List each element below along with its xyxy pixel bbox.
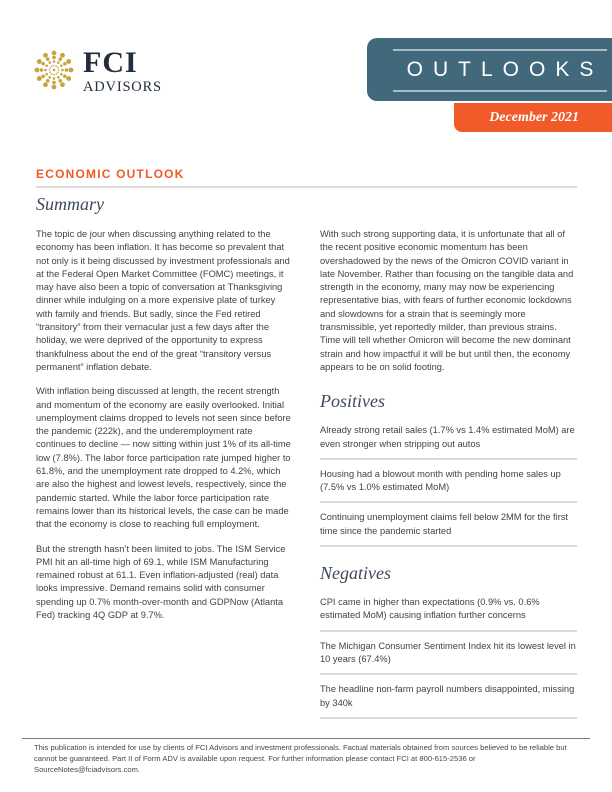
negative-item-3: The headline non-farm payroll numbers disappointed, missing by 340k	[320, 675, 577, 719]
section-divider	[36, 186, 577, 188]
logo-wordmark	[83, 48, 162, 95]
summary-paragraph-2: With inflation being discussed at length, the recent strength and momentum of the economy are easily overlooked. Initial unemployment claims dropped to levels not seen since before the pandemic (222k), and the underemployment rate continues to decline — now sitting within just 1% of its all-time low (7.8%). The labor force participation rate jumped higher to 61.8%, and the unemployment rate dropped to 4.2%, which are also the highest and lowest levels, respectively, since the pandemic started. While the labor force participation rate remains lower than its historical levels, the case can be made that the economy is close to reaching full employment.	[36, 386, 291, 530]
issue-date-banner: December 2021	[454, 103, 612, 132]
footer-disclaimer: This publication is intended for use by clients of FCI Advisors and investment professionals. Factual materials obtained from sources believed to be reliable but cannot be guaranteed. Part II of Form ADV is available upon request. For further information please contact FCI at 800-615-2536 or SourceNotes@fciadvisors.com.	[34, 743, 567, 774]
positive-item-2: Housing had a blowout month with pending home sales up (7.5% vs 1.0% estimated MoM)	[320, 460, 577, 504]
summary-heading: Summary	[36, 194, 104, 214]
summary-paragraph-1: The topic de jour when discussing anything related to the economy has been inflation. It has become so prevalent that not only is it being discussed by investment professionals and at the Federal Open Market Committee (FOMC) meetings, it may have also been a topic of conversation at Thanksgiving dinner while indulging on a more expensive plate of turkey with family and friends. But sadly, since the Fed retired “transitory” from their vernacular just a few days after the holiday, we were deprived of the opportunity to express thankfulness about the end of the great “transitory versus permanent” inflation debate.	[36, 229, 290, 372]
logo-subtitle: ADVISORS	[83, 79, 162, 95]
positive-item-1: Already strong retail sales (1.7% vs 1.4% estimated MoM) are even stronger when stripping out autos	[320, 416, 577, 460]
logo-title: FCI	[83, 46, 138, 79]
summary-column	[36, 193, 294, 633]
fci-advisors-logo	[33, 48, 162, 97]
outlooks-banner	[367, 38, 612, 101]
negative-item-2: The Michigan Consumer Sentiment Index hit its lowest level in 10 years (67.4%)	[320, 632, 577, 676]
intro-paragraph: With such strong supporting data, it is unfortunate that all of the recent positive economic momentum has been overshadowed by the news of the Omicron COVID variant in late November. Rather than focusing on the tangible data and strength in the economy, many may now be experiencing representative bias, with fears of further economic lockdowns and slowdowns for a strain that is seemingly more transmissible, yet reportedly milder, than previous strains. Time will tell whether Omicron will become the new dominant strain and how impactful it will be but until then, the economy appears to be on solid footing.	[320, 229, 574, 372]
negative-item-1: CPI came in higher than expectations (0.9% vs. 0.6% estimated MoM) causing inflation further concerns	[320, 588, 577, 632]
highlights-column	[320, 228, 577, 719]
summary-paragraph-3: But the strength hasn’t been limited to jobs. The ISM Service PMI hit an all-time high of 69.1, while ISM Manufacturing remained robust at 61.1. Even inflation-adjusted (real) data looks impressive. Demand remains solid with consumer spending up 0.7% month-over-month and GDPNow (Atlanta Fed) tracking 4Q GDP at 9.7%.	[36, 543, 286, 621]
negatives-heading: Negatives	[320, 563, 391, 584]
globe-dots-icon	[33, 48, 75, 97]
positive-item-3: Continuing unemployment claims fell below 2MM for the first time since the pandemic started	[320, 503, 577, 547]
outlooks-banner-title: OUTLOOKS	[393, 49, 607, 92]
positives-heading: Positives	[320, 391, 385, 412]
section-label: ECONOMIC OUTLOOK	[36, 167, 185, 181]
footer-divider	[22, 738, 590, 739]
